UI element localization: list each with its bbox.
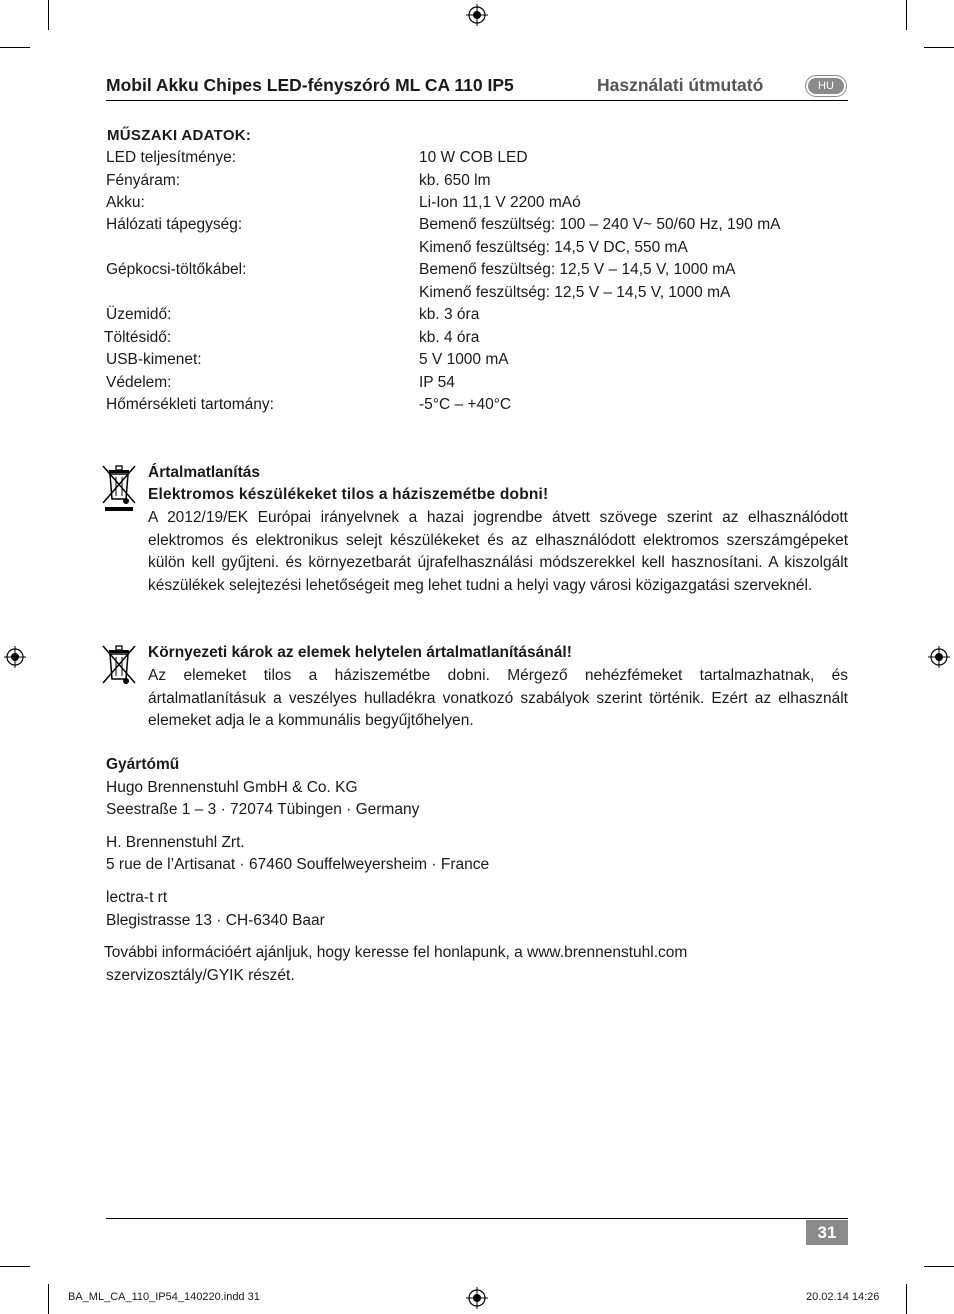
info-line: További információért ajánljuk, hogy keresse fel honlapunk, a www.brennenstuhl.com bbox=[104, 944, 688, 961]
spec-label: Töltésidő: bbox=[104, 329, 172, 346]
spec-value: IP 54 bbox=[419, 374, 455, 391]
manufacturer-line: Blegistrasse 13 · CH-6340 Baar bbox=[106, 912, 325, 929]
crop-mark bbox=[0, 1266, 30, 1267]
spec-value: kb. 650 lm bbox=[419, 172, 491, 189]
battery-title: Környezeti károk az elemek helytelen ártalmatlanításánál! bbox=[148, 644, 572, 661]
crop-mark bbox=[906, 1284, 907, 1314]
registration-mark-icon bbox=[928, 646, 950, 668]
crop-mark bbox=[0, 47, 30, 48]
specs-heading: MŰSZAKI ADATOK: bbox=[107, 127, 252, 144]
crop-mark bbox=[48, 0, 49, 30]
crop-mark bbox=[924, 47, 954, 48]
spec-label: Hálózati tápegység: bbox=[106, 216, 243, 233]
manufacturer-line: 5 rue de l’Artisanat · 67460 Souffelweyersheim · France bbox=[106, 856, 490, 873]
crop-mark bbox=[48, 1284, 49, 1314]
footer-filename: BA_ML_CA_110_IP54_140220.indd 31 bbox=[68, 1291, 260, 1303]
spec-value: 10 W COB LED bbox=[419, 149, 528, 166]
spec-value: Kimenő feszültség: 14,5 V DC, 550 mA bbox=[419, 239, 688, 256]
spec-value: Bemenő feszültség: 100 – 240 V~ 50/60 Hz, 190 mA bbox=[419, 216, 781, 233]
document-subtitle: Használati útmutató bbox=[597, 75, 764, 95]
registration-mark-icon bbox=[466, 4, 488, 26]
battery-text: Az elemeket tilos a háziszemétbe dobni. Mérgező nehézfémeket tartalmazhatnak, és ártalmatlanításuk a veszélyes hulladékra vonatkozó szabályok szerint történik. Ezért az elhasznált elemeket adja le a kommunális begyűjtőhelyen. bbox=[148, 667, 848, 729]
disposal-title: Ártalmatlanítás bbox=[148, 464, 260, 481]
spec-value: -5°C – +40°C bbox=[419, 396, 512, 413]
footer-divider bbox=[106, 1218, 848, 1219]
spec-value: Bemenő feszültség: 12,5 V – 14,5 V, 1000 mA bbox=[419, 261, 736, 278]
header-divider bbox=[106, 100, 848, 101]
spec-label: Védelem: bbox=[106, 374, 172, 391]
disposal-warning: Elektromos készülékeket tilos a háziszemétbe dobni! bbox=[148, 486, 549, 503]
spec-label: LED teljesítménye: bbox=[106, 149, 237, 166]
spec-value: kb. 3 óra bbox=[419, 306, 480, 323]
spec-label: Üzemidő: bbox=[106, 306, 172, 323]
footer-datetime: 20.02.14 14:26 bbox=[806, 1291, 880, 1303]
manufacturer-heading: Gyártómű bbox=[106, 756, 180, 773]
manufacturer-line: lectra-t rt bbox=[106, 889, 168, 906]
language-badge: HU bbox=[806, 76, 846, 96]
spec-label: Gépkocsi-töltőkábel: bbox=[106, 261, 247, 278]
manufacturer-line: H. Brennenstuhl Zrt. bbox=[106, 834, 245, 851]
registration-mark-icon bbox=[466, 1287, 488, 1309]
spec-label: Hőmérsékleti tartomány: bbox=[106, 396, 274, 413]
spec-label: USB-kimenet: bbox=[106, 351, 202, 368]
manufacturer-line: Hugo Brennenstuhl GmbH & Co. KG bbox=[106, 779, 358, 796]
crop-mark bbox=[906, 0, 907, 30]
spec-value: kb. 4 óra bbox=[419, 329, 480, 346]
crop-mark bbox=[924, 1266, 954, 1267]
document-title: Mobil Akku Chipes LED-fényszóró ML CA 110 IP5 bbox=[106, 75, 514, 95]
info-line: szervizosztály/GYIK részét. bbox=[106, 967, 295, 984]
manufacturer-line: Seestraße 1 – 3 · 72074 Tübingen · Germany bbox=[106, 801, 420, 818]
spec-label: Fényáram: bbox=[106, 172, 181, 189]
spec-label: Akku: bbox=[106, 194, 145, 211]
spec-value: 5 V 1000 mA bbox=[419, 351, 509, 368]
spec-value: Kimenő feszültség: 12,5 V – 14,5 V, 1000 mA bbox=[419, 284, 731, 301]
page-number: 31 bbox=[806, 1220, 848, 1245]
registration-mark-icon bbox=[4, 646, 26, 668]
crossed-bin-icon bbox=[100, 463, 138, 513]
spec-value: Li-Ion 11,1 V 2200 mAó bbox=[419, 194, 581, 211]
crossed-bin-icon bbox=[100, 643, 138, 687]
disposal-text: A 2012/19/EK Európai irányelvnek a hazai jogrendbe átvett szövege szerint az elhasználódott elektromos és elektronikus selejt készülékeket és az elhasználódott elektromos szerszámgépeket külön kell gyűjteni. és környezetbarát újrafelhasználási módszerekkel kell hasznosítani. A kiszolgált készülékek selejtezési lehetőségeit meg lehet tudni a helyi vagy városi közigazgatási szerveknél. bbox=[148, 509, 848, 594]
